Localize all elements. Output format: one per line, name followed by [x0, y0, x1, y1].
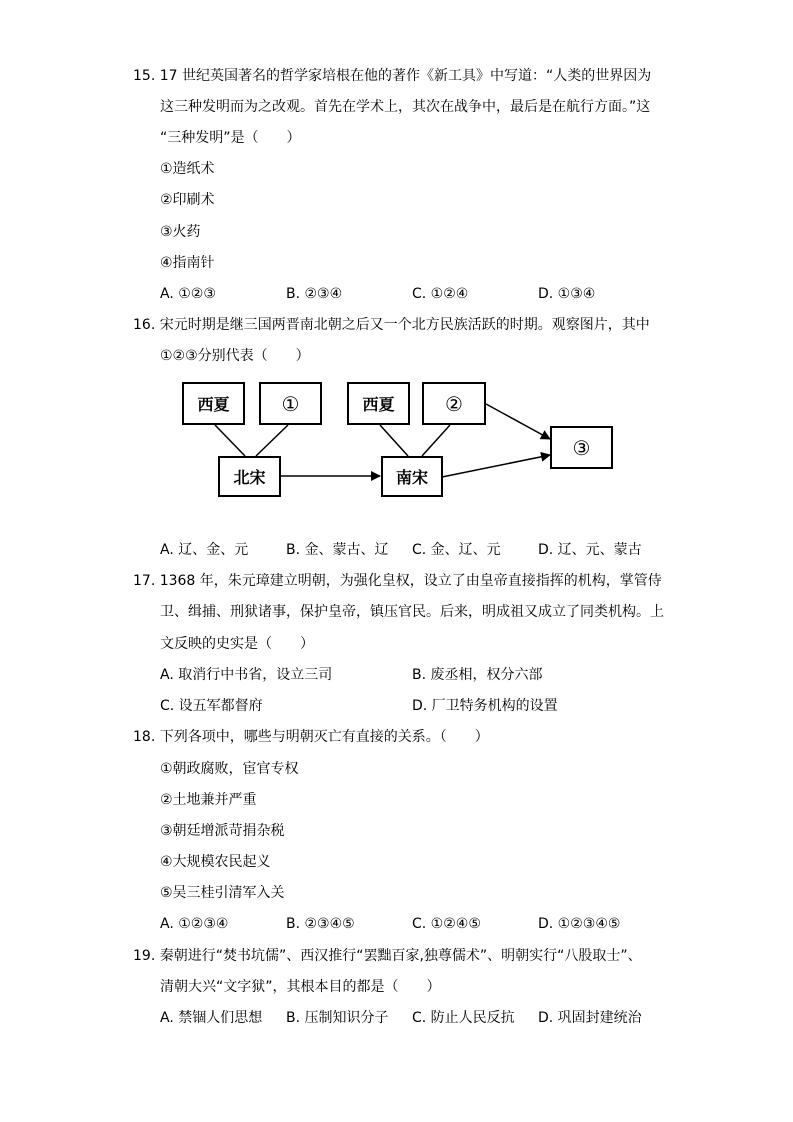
q19-option-a[interactable]: A. 禁锢人们思想	[160, 1010, 263, 1026]
q18-option-d[interactable]: D. ①②③④⑤	[538, 916, 621, 932]
q18-item-3: ③朝廷增派苛捐杂税	[160, 823, 285, 839]
box-xixia-right: 西夏	[347, 382, 410, 425]
q18-item-5: ⑤吴三桂引清军入关	[160, 885, 285, 901]
q16-option-a[interactable]: A. 辽、金、元	[160, 542, 249, 558]
q19-option-d[interactable]: D. 巩固封建统治	[538, 1010, 642, 1026]
box-circle-2: ②	[422, 382, 486, 425]
box-circle-1: ①	[259, 382, 322, 425]
q15-item-3: ③火药	[160, 224, 201, 240]
arrow-c2-c3	[486, 404, 550, 439]
q15-item-4: ④指南针	[160, 255, 215, 271]
connector-c1-beisong	[256, 425, 288, 456]
q17-option-d[interactable]: D. 厂卫特务机构的设置	[412, 698, 558, 714]
q17-stem-line3: 文反映的史实是（ ）	[160, 636, 314, 652]
q18-item-1: ①朝政腐败，宦官专权	[160, 761, 299, 777]
q17-stem-line2: 卫、缉捕、刑狱诸事，保护皇帝，镇压官民。后来，明成祖又成立了同类机构。上	[160, 604, 664, 620]
arrow-nansong-c3	[442, 455, 550, 477]
q18-option-a[interactable]: A. ①②③④	[160, 916, 229, 932]
connector-c2-nansong	[422, 425, 450, 456]
q15-option-d[interactable]: D. ①③④	[538, 286, 596, 302]
q19-option-c[interactable]: C. 防止人民反抗	[412, 1010, 515, 1026]
q15-stem-line3: “三种发明”是（ ）	[160, 130, 301, 146]
q16-option-b[interactable]: B. 金、蒙古、辽	[286, 542, 389, 558]
q17-option-c[interactable]: C. 设五军都督府	[160, 698, 263, 714]
q16-option-d[interactable]: D. 辽、元、蒙古	[538, 542, 642, 558]
q15-option-c[interactable]: C. ①②④	[412, 286, 469, 302]
q15-option-b[interactable]: B. ②③④	[286, 286, 343, 302]
q16-option-c[interactable]: C. 金、辽、元	[412, 542, 501, 558]
box-circle-3: ③	[550, 426, 613, 469]
q16-stem-line2: ①②③分别代表（ ）	[160, 348, 310, 364]
q19-stem-line1: 19. 秦朝进行“焚书坑儒”、西汉推行“罢黜百家,独尊儒术”、明朝实行“八股取士”、	[133, 948, 642, 964]
q15-stem-line1: 15. 17 世纪英国著名的哲学家培根在他的著作《新工具》中写道：“人类的世界因为	[133, 68, 652, 84]
q15-item-2: ②印刷术	[160, 192, 215, 208]
q18-option-b[interactable]: B. ②③④⑤	[286, 916, 355, 932]
q17-option-b[interactable]: B. 废丞相，权分六部	[412, 667, 543, 683]
q19-stem-line2: 清朝大兴“文字狱”，其根本目的都是（ ）	[160, 979, 441, 995]
q18-item-4: ④大规模农民起义	[160, 854, 271, 870]
q15-stem-line2: 这三种发明而为之改观。首先在学术上，其次在战争中，最后是在航行方面。”这	[160, 99, 651, 115]
q17-option-a[interactable]: A. 取消行中书省，设立三司	[160, 667, 333, 683]
q18-item-2: ②土地兼并严重	[160, 792, 257, 808]
box-nansong: 南宋	[381, 456, 443, 497]
q17-stem-line1: 17. 1368 年，朱元璋建立明朝，为强化皇权，设立了由皇帝直接指挥的机构，掌管侍	[133, 573, 662, 589]
q18-stem-line1: 18. 下列各项中，哪些与明朝灭亡有直接的关系。（ ）	[133, 729, 489, 745]
q18-option-c[interactable]: C. ①②④⑤	[412, 916, 481, 932]
box-xixia-left: 西夏	[182, 382, 245, 425]
q15-option-a[interactable]: A. ①②③	[160, 286, 216, 302]
q19-option-b[interactable]: B. 压制知识分子	[286, 1010, 389, 1026]
connector-xixia1-beisong	[215, 425, 245, 456]
q15-item-1: ①造纸术	[160, 161, 215, 177]
box-beisong: 北宋	[218, 456, 281, 497]
connector-xixia2-nansong	[380, 425, 408, 456]
q16-stem-line1: 16. 宋元时期是继三国两晋南北朝之后又一个北方民族活跃的时期。观察图片，其中	[133, 317, 650, 333]
